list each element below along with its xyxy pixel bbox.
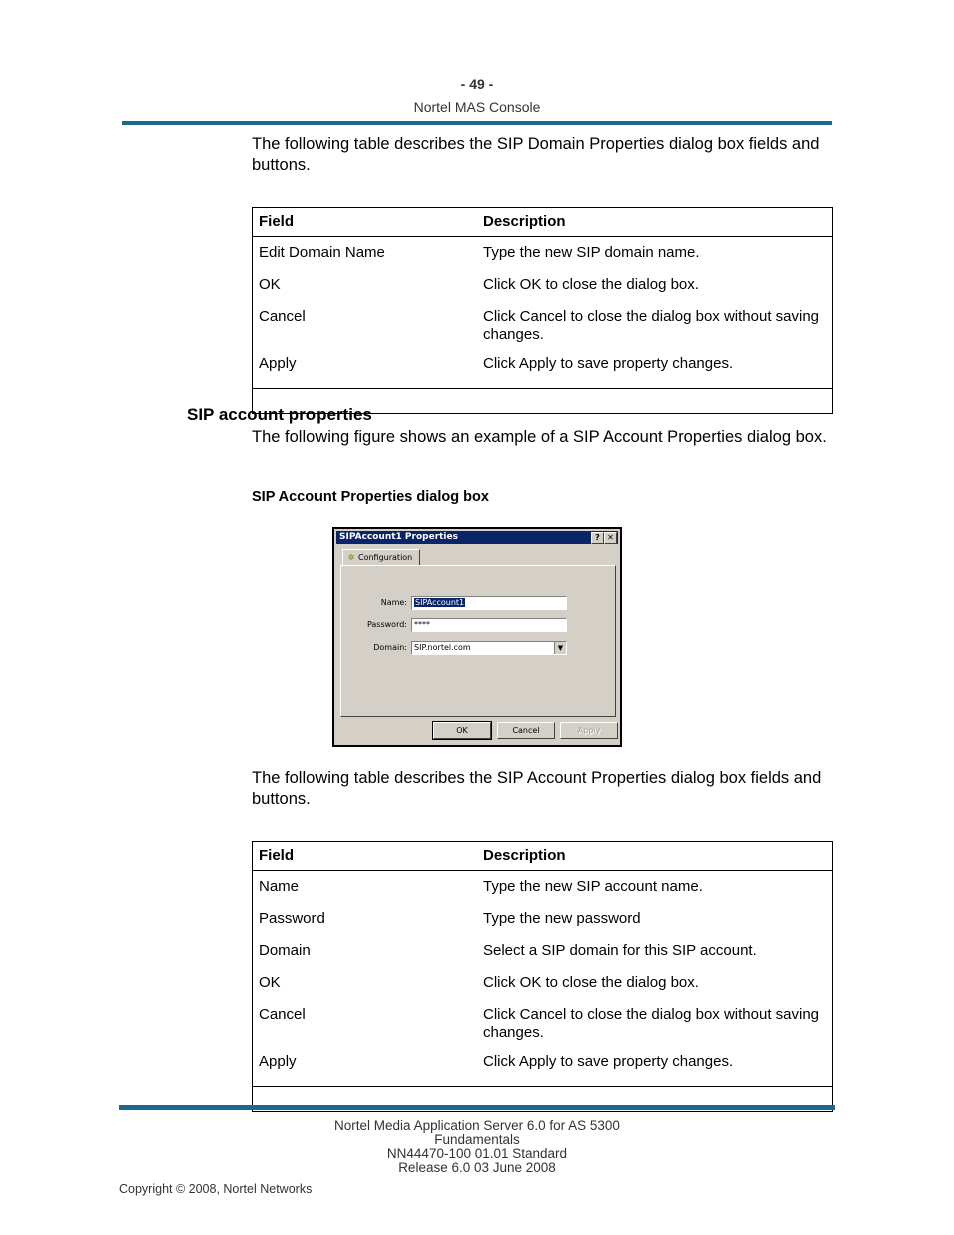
figure-caption: SIP Account Properties dialog box — [252, 489, 489, 505]
column-header-description: Description — [477, 208, 833, 237]
description-cell: Select a SIP domain for this SIP account. — [483, 942, 757, 959]
header-rule — [122, 121, 832, 125]
column-header-description: Description — [477, 842, 833, 871]
field-cell: Edit Domain Name — [259, 244, 385, 261]
table-row — [253, 270, 833, 302]
field-cell: Apply — [259, 1053, 297, 1070]
domain-label: Domain: — [373, 643, 407, 652]
footer-line-4: Release 6.0 03 June 2008 — [398, 1160, 556, 1175]
cancel-button[interactable]: Cancel — [497, 722, 555, 739]
domain-properties-table — [252, 207, 833, 414]
apply-button[interactable]: Apply — [560, 722, 618, 739]
footer-line-2: Fundamentals — [434, 1132, 520, 1147]
password-value: **** — [414, 620, 430, 629]
intro-figure: The following figure shows an example of a SIP Account Properties dialog box. — [252, 428, 827, 446]
page-number: - 49 - — [460, 76, 494, 92]
table-row — [253, 936, 833, 968]
tab-label: Configuration — [358, 553, 413, 562]
description-cell: Click OK to close the dialog box. — [483, 276, 699, 293]
configuration-panel — [340, 565, 616, 717]
footer-line-1: Nortel Media Application Server 6.0 for AS 5300 — [334, 1118, 620, 1133]
field-cell: Cancel — [259, 1006, 306, 1023]
sip-account-properties-dialog — [332, 527, 622, 747]
footer-line-3: NN44470-100 01.01 Standard — [386, 1146, 568, 1161]
description-cell: Click Apply to save property changes. — [483, 1053, 734, 1070]
description-cell: Click OK to close the dialog box. — [483, 974, 699, 991]
account-properties-table — [252, 841, 833, 1112]
table-row — [253, 1000, 833, 1045]
name-field[interactable] — [411, 596, 567, 610]
field-cell: Cancel — [259, 308, 306, 325]
field-cell: Name — [259, 878, 300, 895]
table-row — [253, 1045, 833, 1087]
section-heading: SIP account properties — [187, 405, 372, 424]
table-row — [253, 904, 833, 936]
table-row — [253, 302, 833, 347]
field-cell: Apply — [259, 355, 297, 372]
table-row — [253, 237, 833, 271]
tab-configuration[interactable] — [342, 549, 420, 566]
column-header-field: Field — [253, 208, 478, 237]
name-value: SIPAccount1 — [415, 598, 465, 607]
intro-domain-table: The following table describes the SIP Domain Properties dialog box fields and buttons. — [252, 135, 820, 174]
help-button[interactable]: ? — [591, 532, 604, 544]
field-cell: OK — [259, 276, 281, 293]
table-row — [253, 871, 833, 905]
domain-value: SIP.nortel.com — [414, 643, 471, 652]
table-row — [253, 347, 833, 389]
field-cell: Domain — [259, 942, 311, 959]
column-header-field: Field — [253, 842, 478, 871]
description-cell: Click Apply to save property changes. — [483, 355, 734, 372]
table-row — [253, 968, 833, 1000]
description-cell: Click Cancel to close the dialog box without saving changes. — [483, 1006, 820, 1041]
description-cell: Click Cancel to close the dialog box without saving changes. — [483, 308, 820, 343]
password-label: Password: — [366, 620, 407, 629]
gear-icon: ✲ — [347, 553, 355, 562]
name-label: Name: — [380, 598, 407, 607]
dialog-title-bar — [336, 531, 618, 544]
chevron-down-icon[interactable]: ▼ — [554, 642, 566, 654]
ok-button[interactable]: OK — [433, 722, 491, 739]
description-cell: Type the new SIP account name. — [483, 878, 703, 895]
copyright: Copyright © 2008, Nortel Networks — [119, 1182, 313, 1196]
description-cell: Type the new password — [483, 910, 641, 927]
dialog-title: SIPAccount1 Properties — [339, 532, 458, 542]
close-button[interactable]: ✕ — [604, 532, 617, 544]
footer-rule — [119, 1105, 835, 1110]
field-cell: Password — [259, 910, 325, 927]
password-field[interactable] — [411, 618, 567, 632]
field-cell: OK — [259, 974, 281, 991]
description-cell: Type the new SIP domain name. — [483, 244, 700, 261]
intro-account-table: The following table describes the SIP Account Properties dialog box fields and buttons. — [252, 769, 822, 808]
domain-select[interactable] — [411, 641, 567, 655]
header-title: Nortel MAS Console — [413, 99, 541, 115]
